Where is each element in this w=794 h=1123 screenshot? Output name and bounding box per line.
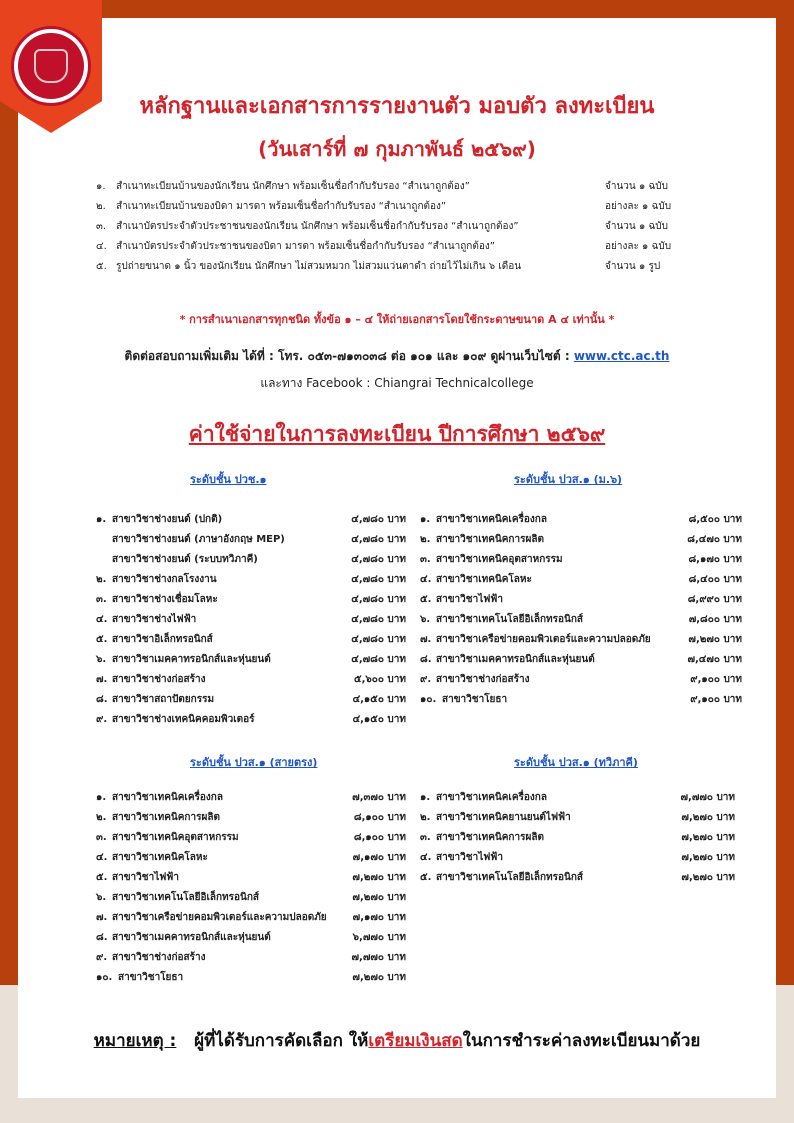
fee-row-number: ๗. [420, 634, 432, 645]
fee-row-number: ๒. [96, 812, 107, 823]
fee-row-program: สาขาวิชาเมคคาทรอนิกส์และหุ่นยนต์ [436, 654, 595, 665]
fee-row-program: สาขาวิชาช่างเชื่อมโลหะ [112, 594, 218, 605]
fee-row-program: สาขาวิชาเทคนิคโลหะ [112, 852, 208, 863]
fee-row-program: สาขาวิชาเทคนิคการผลิต [112, 812, 220, 823]
fee-row-price: ๘,๑๗๐ บาท [688, 554, 742, 565]
fee-row-price: ๔,๗๘๐ บาท [351, 574, 406, 585]
document-item [96, 260, 696, 280]
fee-row-program: สาขาวิชาไฟฟ้า [436, 852, 503, 863]
fee-row-number: ๒. [96, 574, 107, 585]
fee-row-program: สาขาวิชาเทคนิคเครื่องกล [112, 792, 223, 803]
fee-row-number: ๙. [420, 674, 432, 685]
fee-row-program: สาขาวิชาเครือข่ายคอมพิวเตอร์และความปลอดภัย [112, 912, 327, 923]
website-link[interactable]: www.ctc.ac.th [573, 349, 670, 363]
document-quantity: จำนวน ๑ ฉบับ [605, 221, 668, 232]
document-text: สำเนาบัตรประจำตัวประชาชนของนักเรียน นักศึกษา พร้อมเซ็นชื่อกำกับรับรอง “สำเนาถูกต้อง” [116, 221, 519, 232]
fee-row-program: สาขาวิชาเทคโนโลยีอิเล็กทรอนิกส์ [436, 872, 584, 883]
fee-row-price: ๔,๗๘๐ บาท [351, 594, 406, 605]
fee-row-number: ๘. [96, 932, 108, 943]
fee-row [420, 593, 742, 613]
fee-row-price: ๗,๒๗๐ บาท [688, 634, 742, 645]
fee-row [420, 851, 735, 871]
fee-row-program: สาขาวิชาช่างไฟฟ้า [112, 614, 197, 625]
fee-row-price: ๗,๒๗๐ บาท [352, 872, 406, 883]
fee-row-program: สาขาวิชาอิเล็กทรอนิกส์ [112, 634, 213, 645]
document-quantity: จำนวน ๑ ฉบับ [605, 181, 668, 192]
fee-row-program: สาขาวิชาช่างกลโรงงาน [112, 574, 217, 585]
fee-row [420, 633, 742, 653]
fee-row-price: ๔,๑๕๐ บาท [352, 714, 406, 725]
fee-row [96, 713, 406, 733]
fee-row-price: ๗,๗๗๐ บาท [680, 792, 735, 803]
fee-row-price: ๔,๗๘๐ บาท [351, 534, 406, 545]
fee-row [96, 791, 406, 811]
fee-row-number: ๑. [420, 514, 431, 525]
fee-row-program: สาขาวิชาเทคนิคการผลิต [436, 832, 544, 843]
fee-row-price: ๘,๑๐๐ บาท [353, 832, 406, 843]
fee-row-program: สาขาวิชาเทคโนโลยีอิเล็กทรอนิกส์ [112, 892, 260, 903]
fee-row [96, 593, 406, 613]
fee-row-number: ๖. [96, 892, 107, 903]
document-number: ๔. [96, 241, 107, 252]
facebook-line: และทาง Facebook : Chiangrai Technicalcollege [260, 376, 534, 390]
contact-text: ติดต่อสอบถามเพิ่มเติม ได้ที่ : โทร. ๐๕๓-๗๑๓๐๓๘ ต่อ ๑๐๑ และ ๑๐๙ ดูผ่านเว็บไซต์ : [124, 349, 570, 363]
fee-row-program: สาขาวิชาช่างยนต์ (ระบบทวิภาคี) [112, 554, 258, 565]
fee-row [420, 811, 735, 831]
fee-row [96, 573, 406, 593]
fee-row-price: ๗,๒๗๐ บาท [681, 852, 735, 863]
fee-row-number: ๑. [96, 514, 107, 525]
fee-row-number: ๑๐. [420, 694, 437, 705]
section-title: ระดับชั้น ปวส.๑ (สายตรง) [190, 756, 318, 769]
fee-row-program: สาขาวิชาเมคคาทรอนิกส์และหุ่นยนต์ [112, 654, 271, 665]
fee-row-price: ๔,๗๘๐ บาท [351, 654, 406, 665]
fee-row-number: ๕. [96, 872, 108, 883]
document-item [96, 180, 696, 200]
fee-row-number: ๔. [420, 852, 432, 863]
fee-row [420, 693, 742, 713]
page-title: หลักฐานและเอกสารการรายงานตัว มอบตัว ลงทะเบียน [139, 94, 655, 119]
fee-row-price: ๖,๗๗๐ บาท [352, 932, 406, 943]
fee-row-program: สาขาวิชาโยธา [118, 972, 184, 983]
fee-row-program: สาขาวิชาช่างเทคนิคคอมพิวเตอร์ [112, 714, 255, 725]
fee-row-price: ๗,๒๗๐ บาท [681, 832, 735, 843]
fee-row [96, 553, 406, 573]
fee-row-number: ๗. [96, 674, 108, 685]
fee-row-price: ๗,๓๗๐ บาท [352, 792, 406, 803]
section-title: ระดับชั้น ปวช.๑ [190, 473, 267, 486]
fee-row-price: ๗,๑๗๐ บาท [352, 912, 406, 923]
fee-row-number: ๑. [420, 792, 431, 803]
fee-row-number: ๓. [96, 832, 107, 843]
fee-row-number: ๖. [96, 654, 107, 665]
fee-row-price: ๕,๖๐๐ บาท [354, 674, 406, 685]
fee-row-program: สาขาวิชาสถาปัตยกรรม [112, 694, 215, 705]
document-text: สำเนาบัตรประจำตัวประชาชนของบิดา มารดา พร้อมเซ็นชื่อกำกับรับรอง “สำเนาถูกต้อง” [116, 241, 495, 252]
fee-row [96, 971, 406, 991]
seal-emblem [34, 49, 68, 83]
fee-row-program: สาขาวิชาเทคนิคเครื่องกล [436, 792, 547, 803]
fee-row [420, 791, 735, 811]
document-number: ๑. [96, 181, 106, 192]
document-text: รูปถ่ายขนาด ๑ นิ้ว ของนักเรียน นักศึกษา ไม่สวมหมวก ไม่สวมแว่นตาดำ ถ่ายไว้ไม่เกิน ๖ เดือน [116, 261, 522, 272]
fee-row [96, 851, 406, 871]
remark-text-before: ผู้ที่ได้รับการคัดเลือก ให้ [194, 1031, 369, 1051]
fee-row-number: ๑. [96, 792, 107, 803]
fee-row-number: ๒. [420, 534, 431, 545]
fee-row-program: สาขาวิชาไฟฟ้า [112, 872, 179, 883]
remark-highlight: เตรียมเงินสด [368, 1031, 463, 1051]
fee-list-vocational-1 [96, 513, 406, 733]
document-text: สำเนาทะเบียนบ้านของนักเรียน นักศึกษา พร้อมเซ็นชื่อกำกับรับรอง “สำเนาถูกต้อง” [116, 181, 470, 192]
fee-row [96, 951, 406, 971]
fee-row-program: สาขาวิชาเทคนิคโลหะ [436, 574, 532, 585]
fee-row-program: สาขาวิชาช่างก่อสร้าง [112, 952, 206, 963]
document-list [96, 180, 696, 280]
fee-row-price: ๔,๗๘๐ บาท [351, 614, 406, 625]
fee-list-higher-vocational-m6 [420, 513, 742, 713]
fee-row [96, 831, 406, 851]
fee-row-price: ๔,๑๕๐ บาท [352, 694, 406, 705]
fee-row-number: ๗. [96, 912, 108, 923]
fee-row [96, 613, 406, 633]
fee-row-number: ๕. [420, 872, 432, 883]
fee-row-price: ๗,๒๗๐ บาท [681, 872, 735, 883]
fee-row-program: สาขาวิชาไฟฟ้า [436, 594, 503, 605]
fee-row-price: ๗,๒๗๐ บาท [352, 972, 406, 983]
fee-row-program: สาขาวิชาเทคนิคการผลิต [436, 534, 544, 545]
fee-row [96, 673, 406, 693]
document-item [96, 240, 696, 260]
fee-row-price: ๗,๗๗๐ บาท [351, 952, 406, 963]
footer-remark [0, 1027, 794, 1054]
fee-row-number: ๕. [420, 594, 432, 605]
fee-row-number: ๔. [96, 852, 108, 863]
fee-row-price: ๔,๗๘๐ บาท [351, 554, 406, 565]
fee-row [96, 811, 406, 831]
fee-row-price: ๙,๑๐๐ บาท [690, 674, 742, 685]
fee-row [96, 891, 406, 911]
document-item [96, 220, 696, 240]
document-number: ๕. [96, 261, 107, 272]
fee-row-number: ๕. [96, 634, 108, 645]
fee-row [420, 653, 742, 673]
fee-row-program: สาขาวิชาช่างก่อสร้าง [436, 674, 530, 685]
document-quantity: อย่างละ ๑ ฉบับ [605, 201, 672, 212]
fee-row-program: สาขาวิชาเทคนิคอุตสาหกรรม [436, 554, 563, 565]
fees-heading: ค่าใช้จ่ายในการลงทะเบียน ปีการศึกษา ๒๕๖๙ [188, 422, 606, 446]
fee-row-number: ๙. [96, 952, 108, 963]
section-title: ระดับชั้น ปวส.๑ (ทวิภาคี) [514, 756, 638, 769]
fee-row-number: ๙. [96, 714, 108, 725]
fee-row-program: สาขาวิชาโยธา [442, 694, 508, 705]
fee-row-program: สาขาวิชาเทคนิคยานยนต์ไฟฟ้า [436, 812, 571, 823]
fee-row-number: ๔. [96, 614, 108, 625]
fee-row [96, 653, 406, 673]
fee-row [96, 693, 406, 713]
fee-row-price: ๗,๘๐๐ บาท [688, 614, 742, 625]
document-item [96, 200, 696, 220]
document-text: สำเนาทะเบียนบ้านของบิดา มารดา พร้อมเซ็นชื่อกำกับรับรอง “สำเนาถูกต้อง” [116, 201, 447, 212]
fee-row-price: ๘,๙๙๐ บาท [687, 594, 742, 605]
document-number: ๒. [96, 201, 106, 212]
fee-row-price: ๗,๒๗๐ บาท [681, 812, 735, 823]
frame-top-border [0, 0, 794, 18]
fee-row-price: ๔,๗๘๐ บาท [351, 514, 406, 525]
fee-row-number: ๓. [420, 554, 431, 565]
fee-row [96, 633, 406, 653]
fee-row [420, 673, 742, 693]
fee-row-price: ๗,๑๗๐ บาท [352, 852, 406, 863]
fee-row-number: ๓. [96, 594, 107, 605]
fee-row-program: สาขาวิชาช่างก่อสร้าง [112, 674, 206, 685]
fee-row [96, 911, 406, 931]
fee-row-price: ๘,๔๐๐ บาท [688, 574, 742, 585]
fee-row-number: ๖. [420, 614, 431, 625]
fee-row [420, 553, 742, 573]
fee-row-program: สาขาวิชาเครือข่ายคอมพิวเตอร์และความปลอดภัย [436, 634, 651, 645]
fee-row-program: สาขาวิชาช่างยนต์ (ปกติ) [112, 514, 223, 525]
fee-row [420, 831, 735, 851]
section-title: ระดับชั้น ปวส.๑ (ม.๖) [514, 473, 623, 486]
fee-row [420, 513, 742, 533]
fee-row-price: ๗,๒๗๐ บาท [352, 892, 406, 903]
fee-row-number: ๔. [420, 574, 432, 585]
fee-row [420, 613, 742, 633]
fee-row-number: ๘. [96, 694, 108, 705]
fee-row-price: ๔,๗๘๐ บาท [351, 634, 406, 645]
copy-note: * การสำเนาเอกสารทุกชนิด ทั้งข้อ ๑ – ๔ ให้ถ่ายเอกสารโดยใช้กระดาษขนาด A ๔ เท่านั้น * [179, 313, 615, 326]
fee-row-program: สาขาวิชาช่างยนต์ (ภาษาอังกฤษ MEP) [112, 534, 285, 545]
fee-row-price: ๗,๔๗๐ บาท [687, 654, 742, 665]
fee-row [96, 513, 406, 533]
document-quantity: อย่างละ ๑ ฉบับ [605, 241, 672, 252]
fee-row-program: สาขาวิชาเทคนิคเครื่องกล [436, 514, 547, 525]
document-number: ๓. [96, 221, 107, 232]
fee-row-price: ๙,๑๐๐ บาท [690, 694, 742, 705]
document-quantity: จำนวน ๑ รูป [605, 261, 661, 272]
fee-row [420, 573, 742, 593]
fee-row [96, 871, 406, 891]
fee-row-number: ๒. [420, 812, 431, 823]
page-date: (วันเสาร์ที่ ๗ กุมภาพันธ์ ๒๕๖๙) [258, 137, 536, 161]
fee-row-program: สาขาวิชาเทคโนโลยีอิเล็กทรอนิกส์ [436, 614, 584, 625]
fee-row-number: ๓. [420, 832, 431, 843]
fee-row-price: ๘,๔๗๐ บาท [687, 534, 742, 545]
fee-row-number: ๑๐. [96, 972, 113, 983]
fee-row-program: สาขาวิชาเมคคาทรอนิกส์และหุ่นยนต์ [112, 932, 271, 943]
fee-row [420, 871, 735, 891]
fee-row [96, 931, 406, 951]
fee-list-higher-vocational-direct [96, 791, 406, 991]
remark-label: หมายเหตุ : [93, 1031, 177, 1051]
fee-row-price: ๘,๑๐๐ บาท [353, 812, 406, 823]
fee-list-higher-vocational-dual [420, 791, 735, 891]
fee-row-program: สาขาวิชาเทคนิคอุตสาหกรรม [112, 832, 239, 843]
remark-text-after: ในการชำระค่าลงทะเบียนมาด้วย [462, 1031, 701, 1051]
fee-row-number: ๘. [420, 654, 432, 665]
fee-row-price: ๘,๕๐๐ บาท [688, 514, 742, 525]
fee-row [420, 533, 742, 553]
fee-row [96, 533, 406, 553]
contact-line [0, 347, 794, 366]
